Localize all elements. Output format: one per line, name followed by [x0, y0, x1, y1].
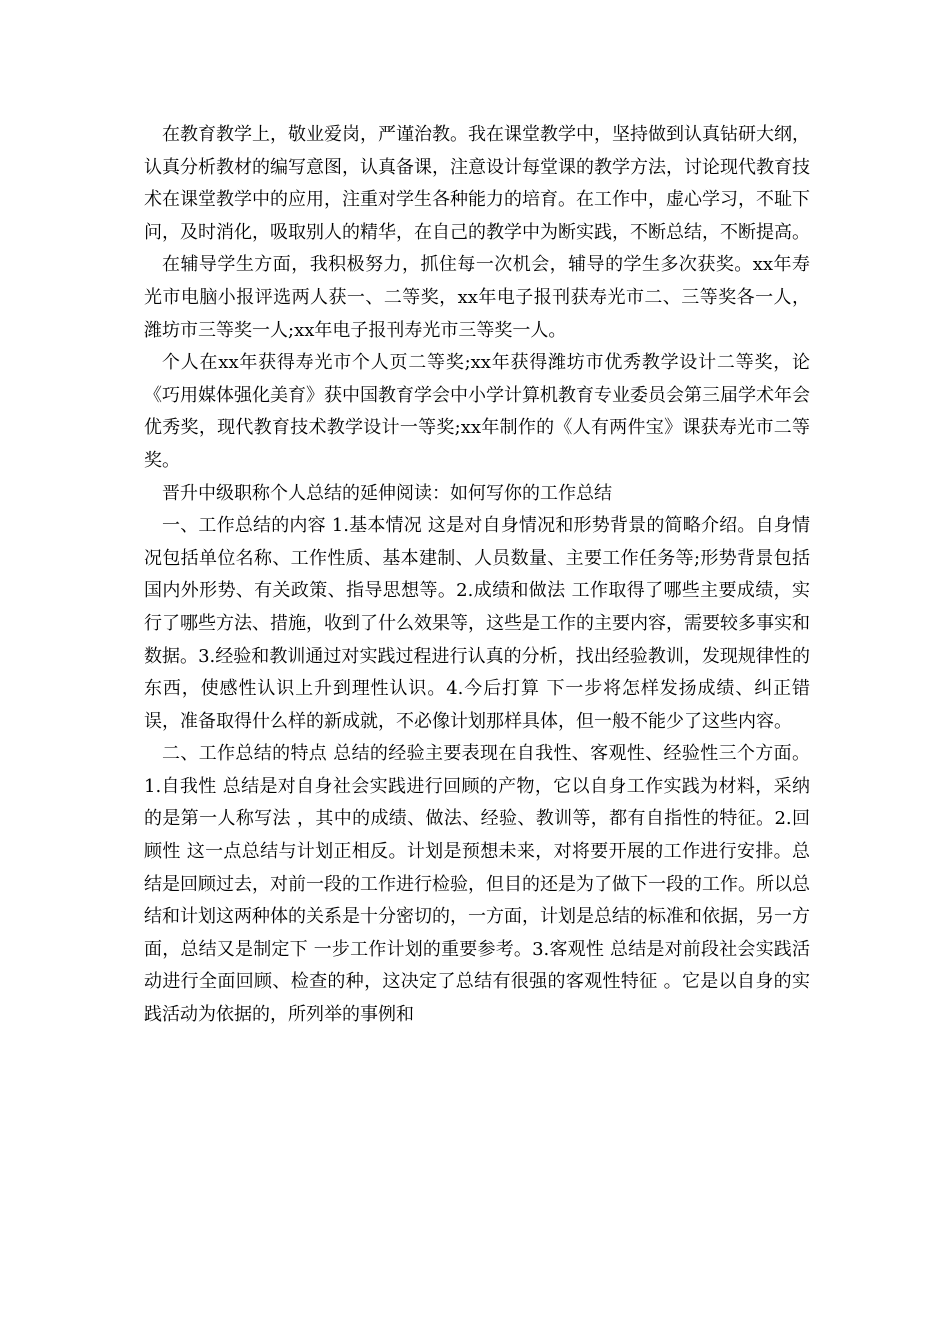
paragraph-summary-content: 一、工作总结的内容 1.基本情况 这是对自身情况和形势背景的简略介绍。自身情况包括单位名称、工作性质、基本建制、人员数量、主要工作任务等;形势背景包括国内外形势、有关政策、指导思想等。2.成绩和做法 工作取得了哪些主要成绩，实行了哪些方法、措施，收到了什么效果等，这些是工作的主要内容，需要较多事实和数据。3.经验和教训通过对实践过程进行认真的分析，找出经验教训，发现规律性的东西，使感性认识上升到理性认识。4.今后打算 下一步将怎样发扬成绩、纠正错误，准备取得什么样的新成就，不必像计划那样具体，但一般不能少了这些内容。 — [144, 515, 810, 732]
paragraph-teaching: 在教育教学上，敬业爱岗，严谨治教。我在课堂教学中，坚持做到认真钻研大纲，认真分析教材的编写意图，认真备课，注意设计每堂课的教学方法，讨论现代教育技术在课堂教学中的应用，注重对学生各种能力的培育。在工作中，虚心学习，不耻下问，及时消化，吸取别人的精华，在自己的教学中为断实践，不断总结，不断提高。 — [144, 124, 810, 243]
paragraph-extended-reading-heading: 晋升中级职称个人总结的延伸阅读：如何写你的工作总结 — [162, 482, 612, 504]
document-body — [144, 119, 810, 1032]
paragraph-student-guidance: 在辅导学生方面，我积极努力，抓住每一次机会，辅导的学生多次获奖。xx年寿光市电脑小报评选两人获一、二等奖，xx年电子报刊获寿光市二、三等奖各一人，潍坊市三等奖一人;xx年电子报刊寿光市三等奖一人。 — [144, 254, 810, 341]
paragraph-personal-awards: 个人在xx年获得寿光市个人页二等奖;xx年获得潍坊市优秀教学设计二等奖，论《巧用媒体强化美育》获中国教育学会中小学计算机教育专业委员会第三届学术年会优秀奖，现代教育技术教学设计一等奖;xx年制作的《人有两件宝》课获寿光市二等奖。 — [144, 352, 810, 471]
paragraph-summary-features: 二、工作总结的特点 总结的经验主要表现在自我性、客观性、经验性三个方面。 1.自我性 总结是对自身社会实践进行回顾的产物，它以自身工作实践为材料，采纳的是第一人称写法 ，其中的成绩、做法、经验、教训等，都有自指性的特征。2.回顾性 这一点总结与计划正相反。计划是预想未来，对将要开展的工作进行安排。总结是回顾过去，对前一段的工作进行检验，但目的还是为了做下一段的工作。所以总结和计划这两种体的关系是十分密切的，一方面，计划是总结的标准和依据，另一方面，总结又是制定下 一步工作计划的重要参考。3.客观性 总结是对前段社会实践活动进行全面回顾、检查的种，这决定了总结有很强的客观性特征 。它是以自身的实践活动为依据的，所列举的事例和 — [144, 743, 810, 1026]
